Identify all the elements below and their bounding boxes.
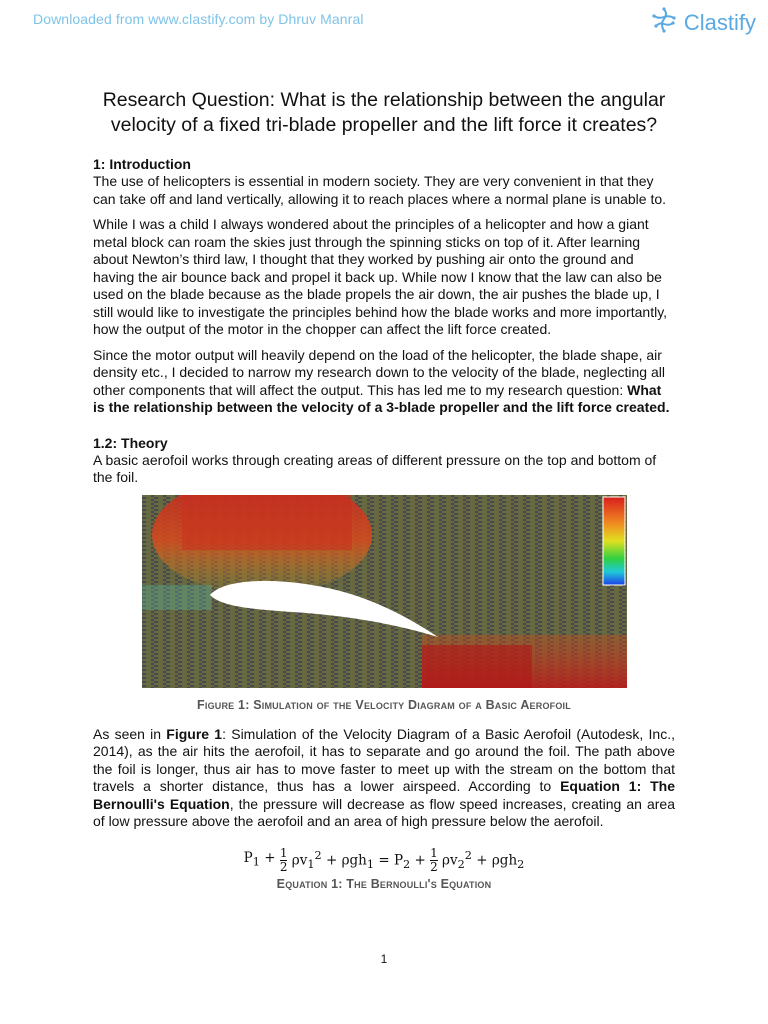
intro-paragraph-3: [93, 347, 675, 417]
clastify-logo-icon: [650, 6, 678, 39]
page-number: 1: [380, 952, 388, 966]
figure-1-reference: Figure 1: [166, 725, 223, 742]
section-heading-theory: 1.2: Theory: [93, 434, 168, 451]
intro-paragraph-3-text: Since the motor output will heavily depend on the load of the helicopter, the blade shape, air density etc., I decided to narrow my research down to the velocity of the blade, neglecting all other components that will affect the output. This has led me to my research question:: [93, 346, 665, 398]
brand-name: Clastify: [683, 9, 756, 35]
download-notice: Downloaded from www.clastify.com by Dhruv Manral: [33, 11, 364, 27]
aerofoil-velocity-figure: [142, 495, 627, 688]
equation-1-caption: Equation 1: The Bernoulli's Equation: [276, 876, 492, 891]
download-banner: [0, 0, 768, 40]
figure-1-caption: Figure 1: Simulation of the Velocity Diagram of a Basic Aerofoil: [197, 697, 571, 712]
document-body: [93, 88, 675, 905]
theory-paragraph-2-text-a: As seen in: [93, 725, 167, 742]
document-title: Research Question: What is the relationship between the angular velocity of a fixed tri-blade propeller and the lift force it creates?: [102, 89, 666, 136]
intro-paragraph-1: The use of helicopters is essential in modern society. They are very convenient in that they can take off and land vertically, allowing it to reach places where a normal plane is unable to.: [93, 173, 667, 207]
theory-paragraph-2-text-b: : Simulation of the Velocity Diagram of a Basic Aerofoil (Autodesk, Inc., 2014), as the air hits the aerofoil, it has to separate and go around the foil. The path above the foil is longer, thus air has to move faster to meet up with the stream on the bottom that travels a shorter distance, thus has a lower airspeed. According to: [93, 725, 675, 794]
theory-paragraph-2-text-c: , the pressure will decrease as flow speed increases, creating an area of low pressure above the aerofoil and an area of high pressure below the aerofoil.: [93, 795, 675, 829]
brand[interactable]: [650, 6, 756, 39]
theory-paragraph-1: A basic aerofoil works through creating areas of different pressure on the top and bottom of the foil.: [93, 451, 657, 485]
intro-paragraph-2: While I was a child I always wondered about the principles of a helicopter and how a giant metal block can roam the skies just through the spinning sticks on top of it. After learning about Newton’s third law, I thought that they worked by pushing air onto the ground and having the air bounce back and propel it back up. While now I know that the law can also be used on the blade because as the blade propels the air down, the air pushes the blade up, I still would like to investigate the principles behind how the blade works and more importantly, how the output of the motor in the chopper can affect the lift force created.: [93, 216, 668, 337]
research-question-bold: What is the relationship between the velocity of a 3-blade propeller and the lift force created.: [93, 381, 670, 415]
section-heading-introduction: 1: Introduction: [93, 156, 191, 172]
bernoulli-equation: $P_1$ + $\frac{1}{2}$ $\rho v_1^2 + \rho gh_1 = P_2$ + $\frac{1}{2}$ $\rho v_2^2 + \rho gh_2$: [243, 845, 525, 874]
equation-1-reference: Equation 1: The Bernoulli's Equation: [93, 778, 675, 812]
theory-paragraph-2: [93, 726, 675, 831]
